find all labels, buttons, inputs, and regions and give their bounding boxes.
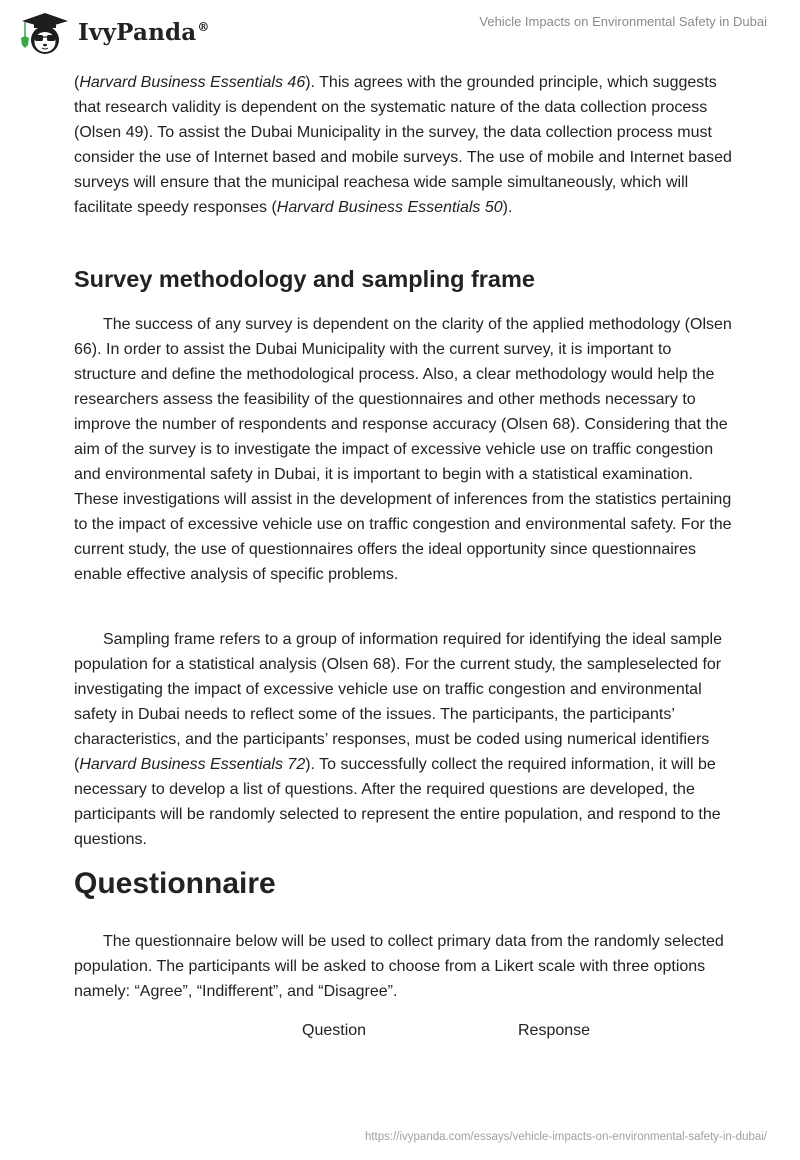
document-title: Vehicle Impacts on Environmental Safety in Dubai — [479, 14, 767, 29]
paragraph-methodology: The success of any survey is dependent on the clarity of the applied methodology (Olsen 66). In order to assist the Dubai Municipality with the current survey, it is important to structure and define the methodological process. Also, a clear methodology would help the researchers assess the feasibility of the questionnaires and other methods necessary to improve the number of respondents and response accuracy (Olsen 68). Considering that the aim of the survey is to investigate the impact of excessive vehicle use on traffic congestion and environmental safety in Dubai, it is important to begin with a statistical examination. These investigations will assist in the development of inferences from the statistics pertaining to the impact of excessive vehicle use on traffic congestion and environmental safety. For the current study, the use of questionnaires offers the ideal opportunity since questionnaires enable effective analysis of specific problems. — [74, 316, 732, 583]
paragraph-questionnaire-intro: The questionnaire below will be used to collect primary data from the randomly selected population. The participants will be asked to choose from a Likert scale with three options namely: “Agree”, “Indifferent”, and “Disagree”. — [74, 933, 724, 1000]
source-url[interactable]: https://ivypanda.com/essays/vehicle-impacts-on-environmental-safety-in-dubai/ — [364, 1131, 767, 1143]
ivypanda-logo[interactable] — [16, 8, 210, 56]
column-header-response: Response — [518, 1022, 591, 1039]
citation: Harvard Business Essentials 46 — [79, 74, 306, 91]
citation: Harvard Business Essentials 50 — [276, 199, 503, 216]
registered-mark: ® — [197, 19, 210, 34]
heading-survey-methodology: Survey methodology and sampling frame — [74, 266, 535, 292]
column-header-question: Question — [302, 1022, 367, 1039]
citation: Harvard Business Essentials 72 — [79, 756, 306, 773]
logo-text: IvyPanda® — [78, 18, 210, 46]
paragraph-sampling-frame: Sampling frame refers to a group of information required for identifying the ideal sample population for a statistical analysis (Olsen 68). For the current study, the sampleselected for investigating the impact of excessive vehicle use on traffic congestion and environmental safety in Dubai needs to reflect some of the issues. The participants, the participants’ characteristics, and the participants’ responses, must be coded using numerical identifiers (Harvard Business Essentials 72). To successfully collect the required information, it will be necessary to develop a list of questions. After the required questions are developed, the participants will be randomly selected to represent the entire population, and respond to the questions. — [74, 631, 722, 848]
paragraph-intro-continuation: (Harvard Business Essentials 46). This agrees with the grounded principle, which suggests that research validity is dependent on the systematic nature of the data collection process (Olsen 49). To assist the Dubai Municipality in the survey, the data collection process must consider the use of Internet based and mobile surveys. The use of mobile and Internet based surveys will ensure that the municipal reachesa wide sample simultaneously, which will facilitate speedy responses (Harvard Business Essentials 50). — [74, 74, 732, 216]
heading-questionnaire: Questionnaire — [74, 867, 276, 900]
panda-graduate-icon — [16, 8, 74, 56]
questionnaire-table-header — [74, 1022, 734, 1047]
page-header — [0, 0, 800, 60]
